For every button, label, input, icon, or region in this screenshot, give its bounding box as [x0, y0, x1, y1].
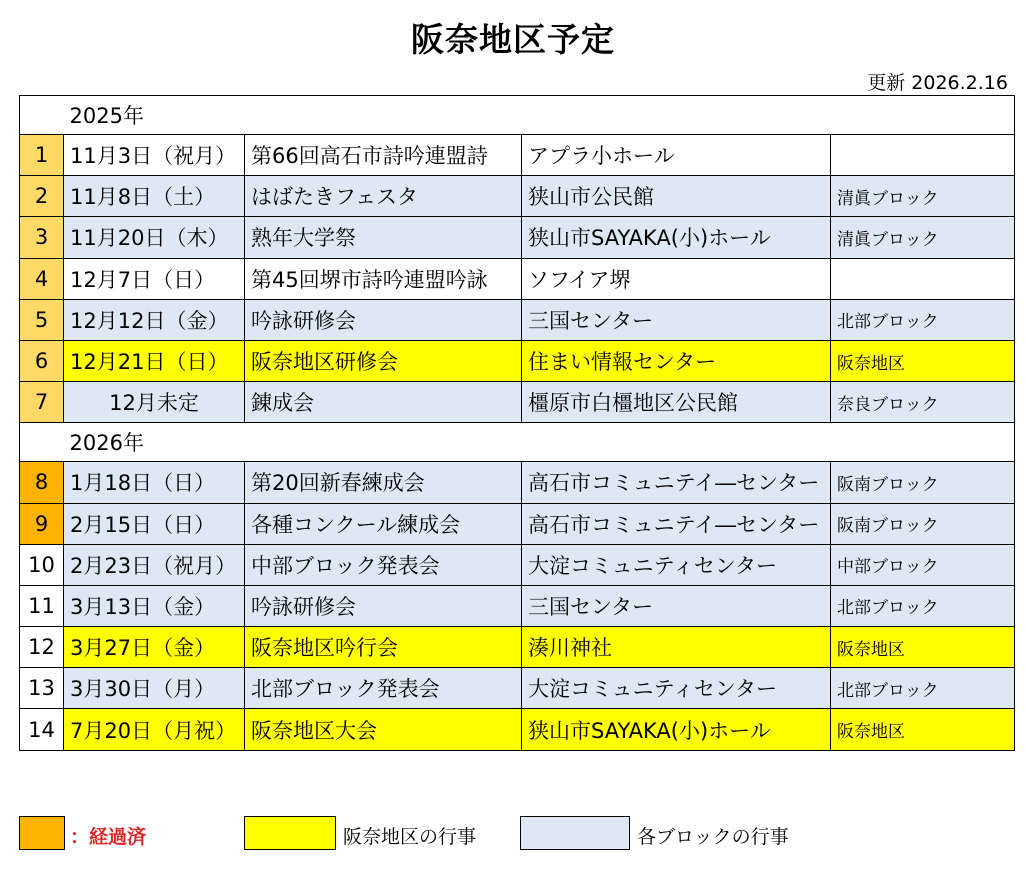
legend-label-done: ：経過済: [70, 826, 147, 848]
row-date: 2月15日（日）: [64, 503, 245, 544]
row-event: はばたきフェスタ: [245, 176, 522, 217]
legend-label-hanna: 阪奈地区の行事: [343, 826, 477, 848]
row-block: 清眞ブロック: [831, 176, 1015, 217]
row-venue: ソフイア堺: [522, 258, 831, 299]
table-row: [20, 340, 1015, 381]
table-row: [20, 258, 1015, 299]
row-date: 3月30日（月）: [64, 668, 245, 709]
row-date: 3月27日（金）: [64, 627, 245, 668]
row-venue: 狭山市SAYAKA(小)ホール: [522, 217, 831, 258]
row-number: 1: [20, 135, 64, 176]
row-event: 阪奈地区研修会: [245, 340, 522, 381]
row-number: 8: [20, 462, 64, 503]
row-number: 10: [20, 544, 64, 585]
table-row: [20, 503, 1015, 544]
year-row-2026: [20, 423, 1015, 462]
row-event: 第66回高石市詩吟連盟詩: [245, 135, 522, 176]
row-date: 12月未定: [64, 382, 245, 423]
row-event: 第45回堺市詩吟連盟吟詠: [245, 258, 522, 299]
legend-swatch-block: [520, 816, 630, 850]
row-date: 7月20日（月祝）: [64, 709, 245, 750]
row-number: 3: [20, 217, 64, 258]
row-venue: 高石市コミュニテイ―センター: [522, 503, 831, 544]
row-date: 11月3日（祝月）: [64, 135, 245, 176]
row-number: 2: [20, 176, 64, 217]
row-event: 吟詠研修会: [245, 299, 522, 340]
year-label: 2026年: [64, 423, 1015, 462]
row-number: 13: [20, 668, 64, 709]
row-date: 11月20日（木）: [64, 217, 245, 258]
row-block: 阪奈地区: [831, 627, 1015, 668]
row-venue: 橿原市白橿地区公民館: [522, 382, 831, 423]
row-block: [831, 135, 1015, 176]
schedule-table: [19, 95, 1015, 751]
row-block: 北部ブロック: [831, 668, 1015, 709]
row-block: 北部ブロック: [831, 585, 1015, 626]
table-row: [20, 176, 1015, 217]
table-row: [20, 544, 1015, 585]
row-venue: 狭山市SAYAKA(小)ホール: [522, 709, 831, 750]
row-event: 熟年大学祭: [245, 217, 522, 258]
row-number: 7: [20, 382, 64, 423]
row-venue: 大淀コミュニティセンター: [522, 544, 831, 585]
row-venue: 高石市コミュニテイ―センター: [522, 462, 831, 503]
row-event: 第20回新春練成会: [245, 462, 522, 503]
row-number: 9: [20, 503, 64, 544]
row-block: 阪南ブロック: [831, 462, 1015, 503]
year-row-2025: [20, 96, 1015, 135]
row-venue: アプラ小ホール: [522, 135, 831, 176]
table-row: [20, 627, 1015, 668]
row-block: 清眞ブロック: [831, 217, 1015, 258]
row-date: 12月21日（日）: [64, 340, 245, 381]
legend-swatch-done: [19, 816, 65, 850]
row-date: 2月23日（祝月）: [64, 544, 245, 585]
row-block: 阪奈地区: [831, 709, 1015, 750]
legend-label-block: 各ブロックの行事: [637, 826, 789, 848]
row-event: 錬成会: [245, 382, 522, 423]
row-block: 北部ブロック: [831, 299, 1015, 340]
row-event: 中部ブロック発表会: [245, 544, 522, 585]
row-block: 阪南ブロック: [831, 503, 1015, 544]
row-number: 12: [20, 627, 64, 668]
row-date: 1月18日（日）: [64, 462, 245, 503]
row-event: 阪奈地区吟行会: [245, 627, 522, 668]
table-row: [20, 299, 1015, 340]
table-row: [20, 217, 1015, 258]
row-block: 中部ブロック: [831, 544, 1015, 585]
row-number: 5: [20, 299, 64, 340]
row-number: 14: [20, 709, 64, 750]
row-number: 4: [20, 258, 64, 299]
legend-swatch-hanna: [244, 816, 336, 850]
table-row: [20, 585, 1015, 626]
table-row: [20, 135, 1015, 176]
table-row: [20, 462, 1015, 503]
table-row: [20, 668, 1015, 709]
row-venue: 狭山市公民館: [522, 176, 831, 217]
row-venue: 湊川神社: [522, 627, 831, 668]
row-date: 12月12日（金）: [64, 299, 245, 340]
row-date: 3月13日（金）: [64, 585, 245, 626]
row-venue: 三国センター: [522, 585, 831, 626]
year-label: 2025年: [64, 96, 1015, 135]
row-block: [831, 258, 1015, 299]
update-date: 更新 2026.2.16: [867, 72, 1008, 94]
row-event: 北部ブロック発表会: [245, 668, 522, 709]
page-title: 阪奈地区予定: [411, 20, 615, 59]
row-date: 12月7日（日）: [64, 258, 245, 299]
row-event: 阪奈地区大会: [245, 709, 522, 750]
row-venue: 三国センター: [522, 299, 831, 340]
row-number: 6: [20, 340, 64, 381]
row-block: 奈良ブロック: [831, 382, 1015, 423]
row-event: 吟詠研修会: [245, 585, 522, 626]
row-event: 各種コンクール練成会: [245, 503, 522, 544]
row-block: 阪奈地区: [831, 340, 1015, 381]
row-venue: 大淀コミュニティセンター: [522, 668, 831, 709]
table-row: [20, 382, 1015, 423]
table-row: [20, 709, 1015, 750]
row-venue: 住まい情報センター: [522, 340, 831, 381]
row-number: 11: [20, 585, 64, 626]
row-date: 11月8日（土）: [64, 176, 245, 217]
